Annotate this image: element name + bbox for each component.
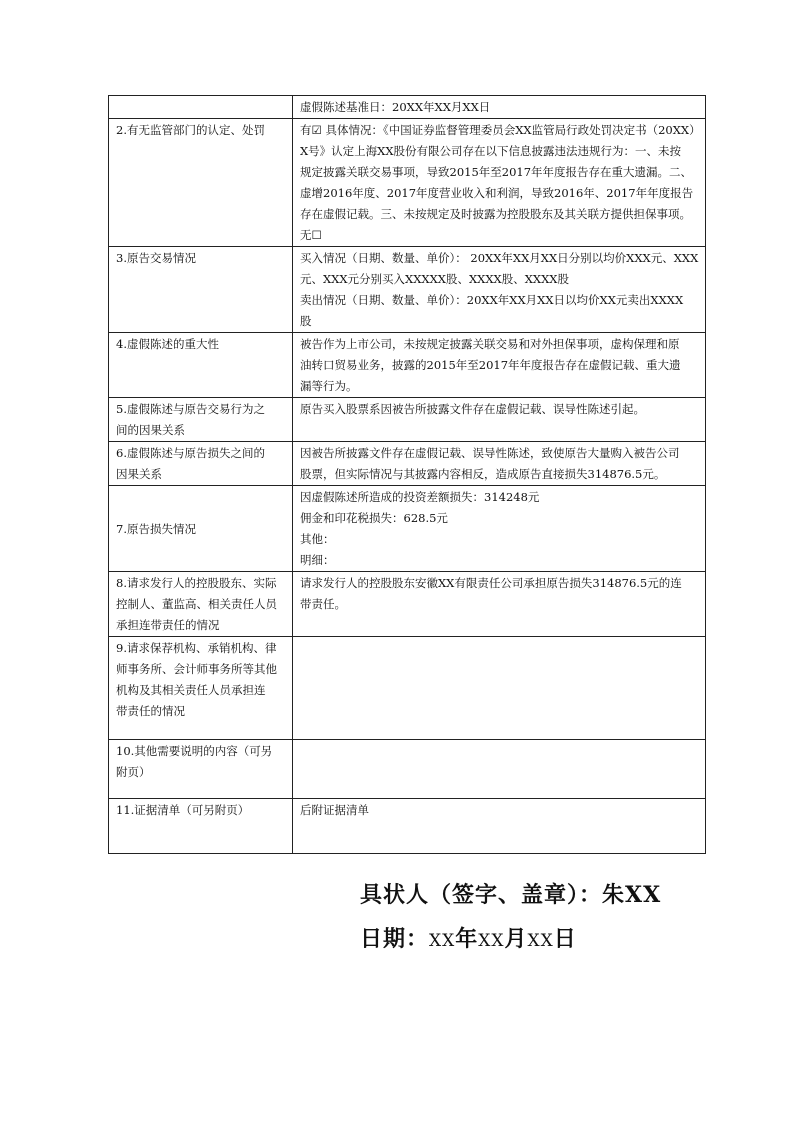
row-content <box>293 637 706 740</box>
signer-value: 朱XX <box>602 882 662 908</box>
row-content <box>293 740 706 799</box>
table-row-controlling-shareholder-liability <box>109 572 706 637</box>
label-line: 承担连带责任的情况 <box>116 618 220 632</box>
content-line: 无☐ <box>300 228 322 242</box>
content-line: 油转口贸易业务，披露的2015年至2017年年度报告存在虚假记载、重大遗 <box>300 358 681 372</box>
date-month-unit: 月 <box>504 926 528 952</box>
label-line: 5.虚假陈述与原告交易行为之 <box>116 402 265 416</box>
date-year: XX <box>429 931 456 951</box>
row-label <box>109 333 293 398</box>
row-content <box>293 398 706 442</box>
signer-label: 具状人（签字、盖章）： <box>360 882 603 908</box>
row-label <box>109 119 293 247</box>
label-line: 4.虚假陈述的重大性 <box>116 337 219 351</box>
content-line: 因被告所披露文件存在虚假记载、误导性陈述，致使原告大量购入被告公司 <box>300 446 680 460</box>
content-line: 规定披露关联交易事项，导致2015年至2017年年度报告存在重大遗漏。二、 <box>300 165 693 179</box>
table-row-causation-trading <box>109 398 706 442</box>
date-year-unit: 年 <box>455 926 479 952</box>
label-line: 间的因果关系 <box>116 423 185 437</box>
content-line: 后附证据清单 <box>300 803 369 817</box>
row-label <box>109 572 293 637</box>
table-row-intermediary-liability <box>109 637 706 740</box>
row-label <box>109 96 293 119</box>
label-line: 3.原告交易情况 <box>116 251 196 265</box>
content-line: 带责任。 <box>300 597 346 611</box>
content-line: X号》认定上海XX股份有限公司存在以下信息披露违法违规行为：一、未按 <box>300 144 682 158</box>
table-row-materiality <box>109 333 706 398</box>
row-content <box>293 247 706 333</box>
date-day: XX <box>527 931 554 951</box>
content-line: 明细： <box>300 553 335 567</box>
row-content <box>293 799 706 854</box>
label-line: 师事务所、会计师事务所等其他 <box>116 662 277 676</box>
content-line: 元、XXX元分别买入XXXXX股、XXXX股、XXXX股 <box>300 272 569 286</box>
content-line: 原告买入股票系因被告所披露文件存在虚假记载、误导性陈述引起。 <box>300 402 645 416</box>
row-label <box>109 740 293 799</box>
row-content <box>293 572 706 637</box>
table-row-other-notes <box>109 740 706 799</box>
content-line: 卖出情况（日期、数量、单价）：20XX年XX月XX日以均价XX元卖出XXXX <box>300 293 684 307</box>
table-row-baseline-date <box>109 96 706 119</box>
row-label <box>109 637 293 740</box>
table-row-loss-details <box>109 486 706 572</box>
table-row-evidence-list <box>109 799 706 854</box>
signer-line <box>360 878 661 909</box>
content-line: 股票，但实际情况与其披露内容相反，造成原告直接损失314876.5元。 <box>300 467 666 481</box>
row-label <box>109 247 293 333</box>
row-content <box>293 442 706 486</box>
content-line: 请求发行人的控股股东安徽XX有限责任公司承担原告损失314876.5元的连 <box>300 576 682 590</box>
table-row-regulatory-penalty <box>109 119 706 247</box>
label-line: 带责任的情况 <box>116 704 185 718</box>
row-label <box>109 398 293 442</box>
date-month: XX <box>478 931 505 951</box>
label-line: 6.虚假陈述与原告损失之间的 <box>116 446 265 460</box>
content-line: 佣金和印花税损失：628.5元 <box>300 511 448 525</box>
label-line: 8.请求发行人的控股股东、实际 <box>116 576 277 590</box>
table-row-causation-loss <box>109 442 706 486</box>
content-line: 买入情况（日期、数量、单价）： 20XX年XX月XX日分别以均价XXX元、XXX <box>300 251 699 265</box>
label-line: 2.有无监管部门的认定、处罚 <box>116 123 265 137</box>
date-label: 日期： <box>360 926 430 952</box>
content-line: 虚增2016年度、2017年度营业收入和利润，导致2016年、2017年年度报告 <box>300 186 694 200</box>
date-day-unit: 日 <box>553 926 577 952</box>
content-line: 被告作为上市公司，未按规定披露关联交易和对外担保事项，虚构保理和原 <box>300 337 680 351</box>
label-line: 9.请求保荐机构、承销机构、律 <box>116 641 277 655</box>
row-label <box>109 442 293 486</box>
label-line: 附页） <box>116 765 151 779</box>
row-content <box>293 96 706 119</box>
label-line: 10.其他需要说明的内容（可另 <box>116 744 273 758</box>
content-line: 其他： <box>300 532 335 546</box>
row-content <box>293 333 706 398</box>
label-line: 11.证据清单（可另附页） <box>116 803 250 817</box>
row-label <box>109 486 293 572</box>
row-content <box>293 119 706 247</box>
label-line: 7.原告损失情况 <box>116 521 196 536</box>
content-line: 漏等行为。 <box>300 379 358 393</box>
content-line: 有☑ 具体情况：《中国证券监督管理委员会XX监管局行政处罚决定书（20XX） <box>300 123 701 137</box>
date-line <box>360 922 577 953</box>
content-line: 因虚假陈述所造成的投资差额损失：314248元 <box>300 490 540 504</box>
table-row-trading-info <box>109 247 706 333</box>
label-line: 因果关系 <box>116 467 162 481</box>
label-line: 控制人、董监高、相关责任人员 <box>116 597 277 611</box>
complaint-details-table <box>108 95 706 854</box>
content-line: 存在虚假记载。三、未按规定及时披露为控股股东及其关联方提供担保事项。 <box>300 207 691 221</box>
content-line: 虚假陈述基准日：20XX年XX月XX日 <box>300 100 491 114</box>
row-label <box>109 799 293 854</box>
label-line: 机构及其相关责任人员承担连 <box>116 683 266 697</box>
row-content <box>293 486 706 572</box>
content-line: 股 <box>300 314 312 328</box>
